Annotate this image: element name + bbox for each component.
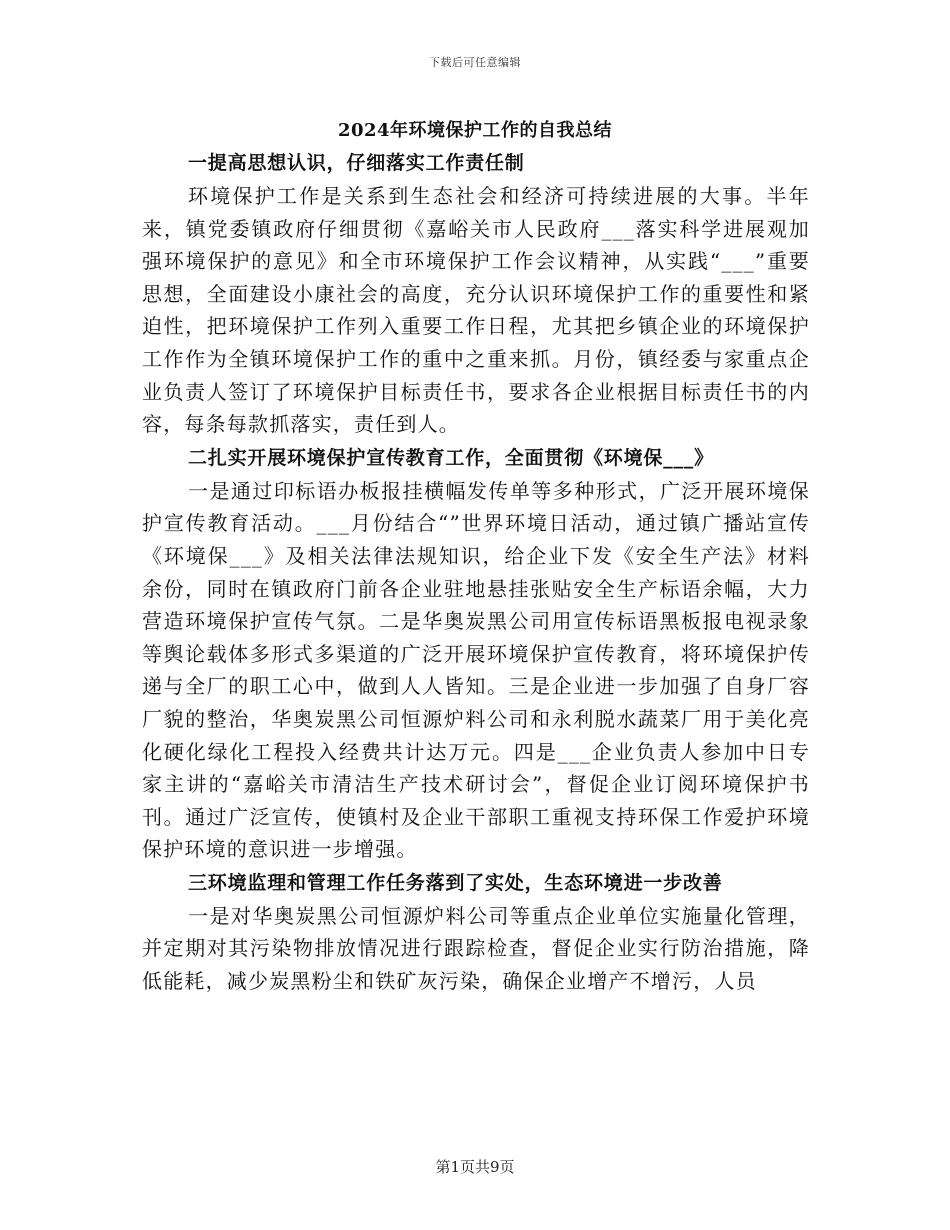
document-body [142,146,810,998]
document-title: 2024年环境保护工作的自我总结 [337,120,613,141]
section-paragraph-2: 一是通过印标语办板报挂横幅发传单等多种形式，广泛开展环境保护宣传教育活动。___月份结合“”世界环境日活动，通过镇广播站宣传《环境保___》及相关法律法规知识，给企业下发《安全生产法》材料余份，同时在镇政府门前各企业驻地悬挂张贴安全生产标语余幅，大力营造环境保护宣传气氛。二是华奥炭黑公司用宣传标语黑板报电视录象等舆论载体多形式多渠道的广泛开展环境保护宣传教育，将环境保护传递与全厂的职工心中，做到人人皆知。三是企业进一步加强了自身厂容厂貌的整治，华奥炭黑公司恒源炉料公司和永利脱水蔬菜厂用于美化亮化硬化绿化工程投入经费共计达万元。四是___企业负责人参加中日专家主讲的“嘉峪关市清洁生产技术研讨会”，督促企业订阅环境保护书刊。通过广泛宣传，使镇村及企业干部职工重视支持环保工作爱护环境保护环境的意识进一步增强。 [142,478,810,862]
section-paragraph-1: 环境保护工作是关系到生态社会和经济可持续进展的大事。半年来，镇党委镇政府仔细贯彻《嘉峪关市人民政府___落实科学进展观加强环境保护的意见》和全市环境保护工作会议精神，从实践“___”重要思想，全面建设小康社会的高度，充分认识环境保护工作的重要性和紧迫性，把环境保护工作列入重要工作日程，尤其把乡镇企业的环境保护工作作为全镇环境保护工作的重中之重来抓。月份，镇经委与家重点企业负责人签订了环境保护目标责任书，要求各企业根据目标责任书的内容，每条每款抓落实，责任到人。 [142,184,810,437]
section-heading-2: 二扎实开展环境保护宣传教育工作，全面贯彻《环境保___》 [188,446,714,469]
section-heading-3: 三环境监理和管理工作任务落到了实处，生态环境进一步改善 [188,871,723,894]
page-footer: 第1页共9页 [435,1158,515,1176]
section-heading-1: 一提高思想认识，仔细落实工作责任制 [188,152,525,174]
section-paragraph-3: 一是对华奥炭黑公司恒源炉料公司等重点企业单位实施量化管理，并定期对其污染物排放情况进行跟踪检查，督促企业实行防治措施，降低能耗，减少炭黑粉尘和铁矿灰污染，确保企业增产不增污，人员 [142,903,810,994]
header-note: 下载后可任意编辑 [429,56,521,69]
